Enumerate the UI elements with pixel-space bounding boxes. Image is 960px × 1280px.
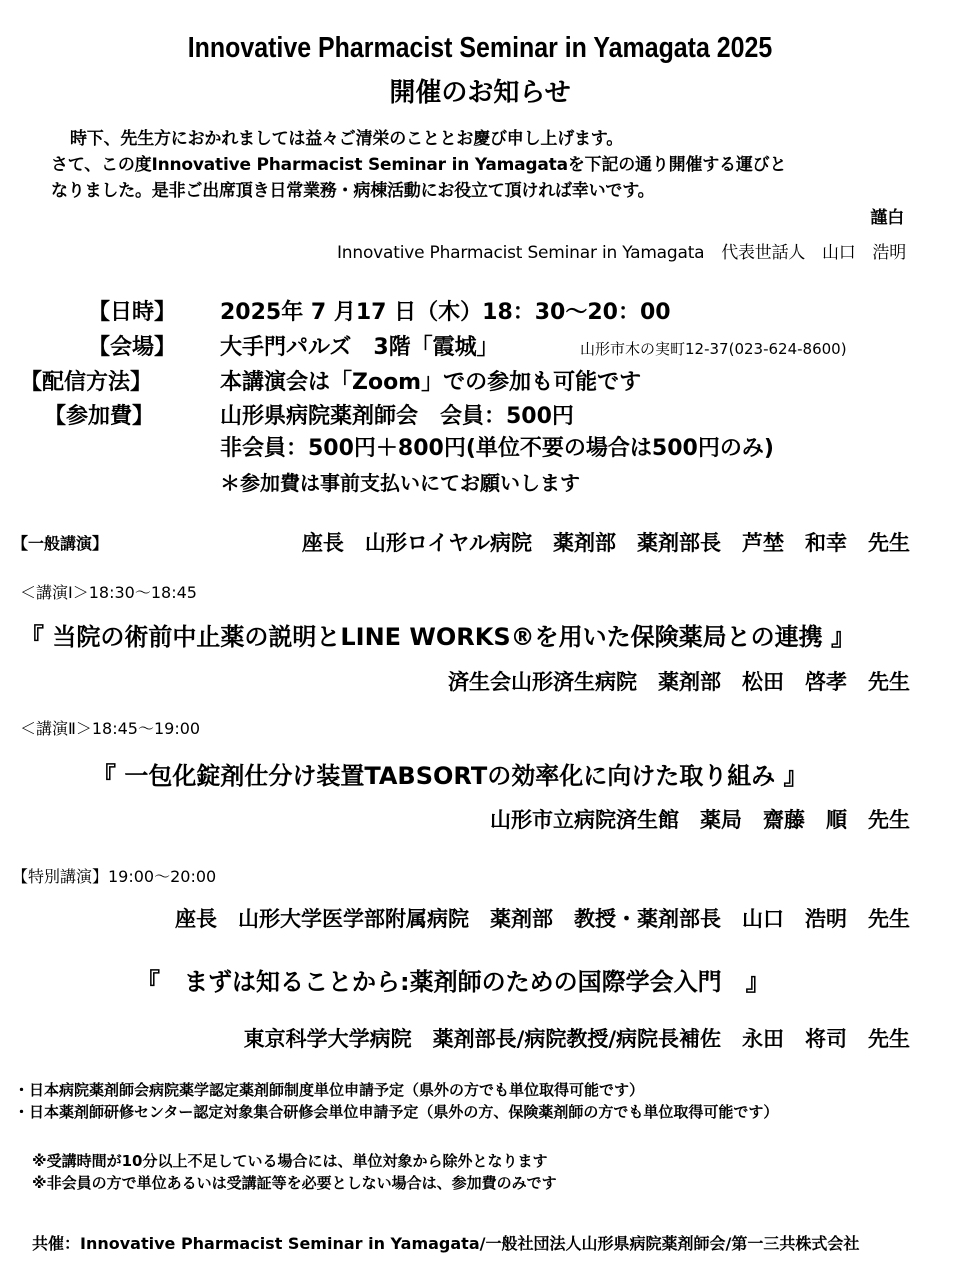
fee-label: 【参加費】 bbox=[44, 404, 155, 429]
venue-label: 【会場】 bbox=[88, 335, 177, 360]
greeting-line-2: さて、この度Innovative Pharmacist Seminar in Yamagataを下記の通り開催する運びと bbox=[51, 155, 787, 175]
title-japanese: 開催のお知らせ bbox=[389, 78, 571, 108]
venue-address: 山形市木の実町12-37(023-624-8600) bbox=[580, 340, 847, 358]
special-lecture-speaker: 東京科学大学病院 薬剤部長/病院教授/病院長補佐 永田 将司 先生 bbox=[243, 1027, 910, 1051]
venue-value: 大手門パルズ 3階「霞城」 bbox=[220, 335, 499, 360]
greeting-line-1: 時下、先生方におかれましては益々ご清栄のこととお慶び申し上げます。 bbox=[70, 129, 624, 149]
special-lecture-title: 『 まずは知ることから:薬剤師のための国際学会入門 』 bbox=[136, 968, 770, 996]
credit-line-2: ・日本薬剤師研修センター認定対象集合研修会単位申請予定（県外の方、保険薬剤師の方でも単位取得可能です） bbox=[14, 1103, 779, 1121]
credit-line-1: ・日本病院薬剤師会病院薬学認定薬剤師制度単位申請予定（県外の方でも単位取得可能です） bbox=[14, 1081, 645, 1099]
datetime-value: 2025年 7 月17 日（木）18：30〜20：00 bbox=[220, 300, 671, 325]
streaming-value: 本講演会は「Zoom」での参加も可能です bbox=[220, 370, 642, 395]
fee-non-member: 非会員：500円＋800円(単位不要の場合は500円のみ) bbox=[220, 436, 774, 461]
lecture-2-title: 『 一包化錠剤仕分け装置TABSORTの効率化に向けた取り組み 』 bbox=[92, 762, 808, 790]
general-lecture-label: 【一般講演】 bbox=[12, 534, 109, 553]
lecture-2-speaker: 山形市立病院済生館 薬局 齋藤 順 先生 bbox=[490, 808, 910, 832]
greeting-line-3: なりました。是非ご出席頂き日常業務・病棟活動にお役立て頂ければ幸いです。 bbox=[51, 181, 655, 201]
lecture-1-title: 『 当院の術前中止薬の説明とLINE WORKS®を用いた保険薬局との連携 』 bbox=[20, 623, 856, 651]
lecture-2-slot: ＜講演Ⅱ＞18:45〜19:00 bbox=[20, 719, 201, 738]
general-lecture-chair: 座長 山形ロイヤル病院 薬剤部 薬剤部長 芦埜 和幸 先生 bbox=[301, 531, 910, 555]
signature: Innovative Pharmacist Seminar in Yamagata 代表世話人 山口 浩明 bbox=[336, 243, 906, 263]
datetime-label: 【日時】 bbox=[88, 300, 177, 325]
note-line-1: ※受講時間が10分以上不足している場合には、単位対象から除外となります bbox=[32, 1152, 548, 1170]
lecture-1-speaker: 済生会山形済生病院 薬剤部 松田 啓孝 先生 bbox=[448, 670, 910, 694]
fee-note: ＊参加費は事前支払いにてお願いします bbox=[220, 471, 580, 495]
closing-kinpaku: 謹白 bbox=[870, 208, 904, 228]
title-english: Innovative Pharmacist Seminar in Yamagata 2025 bbox=[187, 32, 773, 64]
special-lecture-label: 【特別講演】19:00〜20:00 bbox=[12, 867, 217, 886]
cosponsor: 共催：Innovative Pharmacist Seminar in Yamagata/一般社団法人山形県病院薬剤師会/第一三共株式会社 bbox=[32, 1234, 860, 1253]
lecture-1-slot: ＜講演Ⅰ＞18:30〜18:45 bbox=[20, 583, 197, 602]
note-line-2: ※非会員の方で単位あるいは受講証等を必要としない場合は、参加費のみです bbox=[32, 1174, 557, 1192]
streaming-label: 【配信方法】 bbox=[20, 370, 153, 395]
fee-member: 山形県病院薬剤師会 会員：500円 bbox=[220, 404, 574, 429]
special-lecture-chair: 座長 山形大学医学部附属病院 薬剤部 教授・薬剤部長 山口 浩明 先生 bbox=[175, 907, 910, 931]
